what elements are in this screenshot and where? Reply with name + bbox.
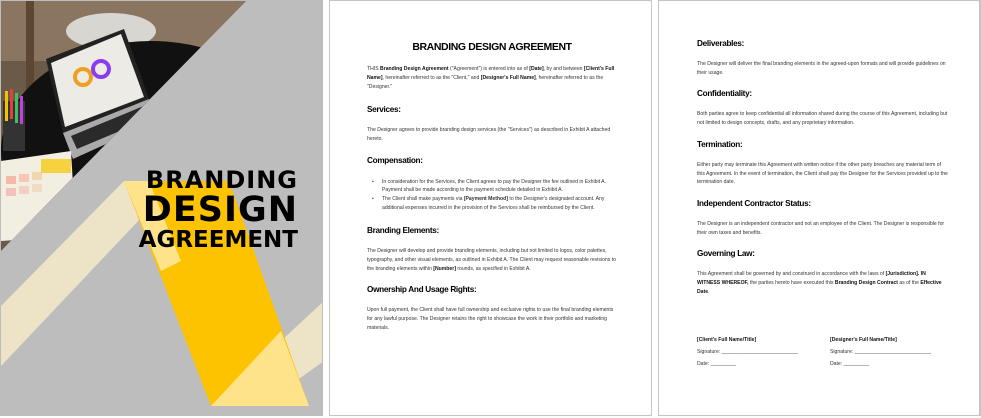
cover-title-line1: BRANDING <box>145 166 298 194</box>
compensation-list <box>367 178 617 214</box>
client-signature-block <box>697 334 798 370</box>
ownership-heading: Ownership And Usage Rights: <box>367 284 477 294</box>
services-heading: Services: <box>367 104 401 114</box>
cover-title <box>139 168 298 252</box>
cover-title-line2: DESIGN <box>142 190 298 230</box>
contractor-status-heading: Independent Contractor Status: <box>697 199 811 209</box>
confidentiality-paragraph: Both parties agree to keep confidential all information shared during the course of this Agreement, including but not limited to design concepts, drafts, and any proprietary information. <box>697 110 948 126</box>
designer-signature-block <box>830 334 931 370</box>
contractor-status-paragraph: The Designer is an independent contractor and not an employee of the Client. The Designer is responsible for their own taxes and benefits. <box>697 221 945 237</box>
confidentiality-heading: Confidentiality: <box>697 88 752 98</box>
termination-heading: Termination: <box>697 139 743 149</box>
document-title: BRANDING DESIGN AGREEMENT <box>412 41 572 53</box>
branding-elements-paragraph: The Designer will develop and provide branding elements, including but not limited to logos, color palettes, typography, and other visual elements, as outlined in Exhibit A. The Client may request reasonable revisions to the branding elements within [Number] rounds, as specified in Exhibit A. <box>367 248 616 272</box>
compensation-bullet: ▪ In consideration for the Services, the Client agrees to pay the Designer the fee outlined in Exhibit A. Payment shall be made according to the payment schedule detailed in Exhibit A. <box>378 178 617 196</box>
designer-date-line: Date: _________ <box>830 361 870 367</box>
designer-signature-line: Signature: ___________________________ <box>830 349 932 355</box>
cover-title-line3: AGREEMENT <box>138 227 298 253</box>
compensation-heading: Compensation: <box>367 155 423 165</box>
ownership-paragraph: Upon full payment, the Client shall have full ownership and exclusive rights to use the final branding elements for any lawful purpose. The Designer retains the right to showcase the work in their portfolio and marketing materials. <box>367 306 614 331</box>
compensation-bullet: ▪ The Client shall make payments via [Payment Method] to the Designer's designated account. Any additional expenses incurred in the provision of the Services shall be reimbursed by the Client. <box>378 195 617 213</box>
client-date-line: Date: _________ <box>697 361 737 367</box>
governing-law-paragraph: This Agreement shall be governed by and construed in accordance with the laws of [Jurisdiction]. IN WITNESS WHEREOF, the parties hereto have executed this Branding Design Contract as of the Effective Date. <box>697 271 942 295</box>
branding-elements-heading: Branding Elements: <box>367 226 439 236</box>
client-signature-line: Signature: ___________________________ <box>697 349 799 355</box>
termination-paragraph: Either party may terminate this Agreement with written notice if the other party breaches any material term of this Agreement. In the event of termination, the Client shall pay the Designer for the Services provided up to the termination date. <box>697 161 948 186</box>
deliverables-paragraph: The Designer will deliver the final branding elements in the agreed-upon formats and will provide guidelines on their usage. <box>697 61 946 76</box>
deliverables-heading: Deliverables: <box>697 39 745 48</box>
client-name-label: [Client's Full Name/Title] <box>697 337 757 343</box>
cover-page <box>0 0 323 416</box>
document-page-3 <box>658 0 981 416</box>
designer-name-label: [Designer's Full Name/Title] <box>830 337 897 343</box>
services-paragraph: The Designer agrees to provide branding design services (the "Services") as described in Exhibit A attached hereto. <box>367 126 611 142</box>
intro-paragraph: THIS Branding Design Agreement ("Agreement") is entered into as of [Date], by and between [Client's Full Name], hereinafter referred to as the "Client," and [Designer's Full Name], hereinafter referred to as the "Designer." <box>367 66 615 90</box>
governing-law-heading: Governing Law: <box>697 249 755 259</box>
document-page-2 <box>329 0 652 416</box>
